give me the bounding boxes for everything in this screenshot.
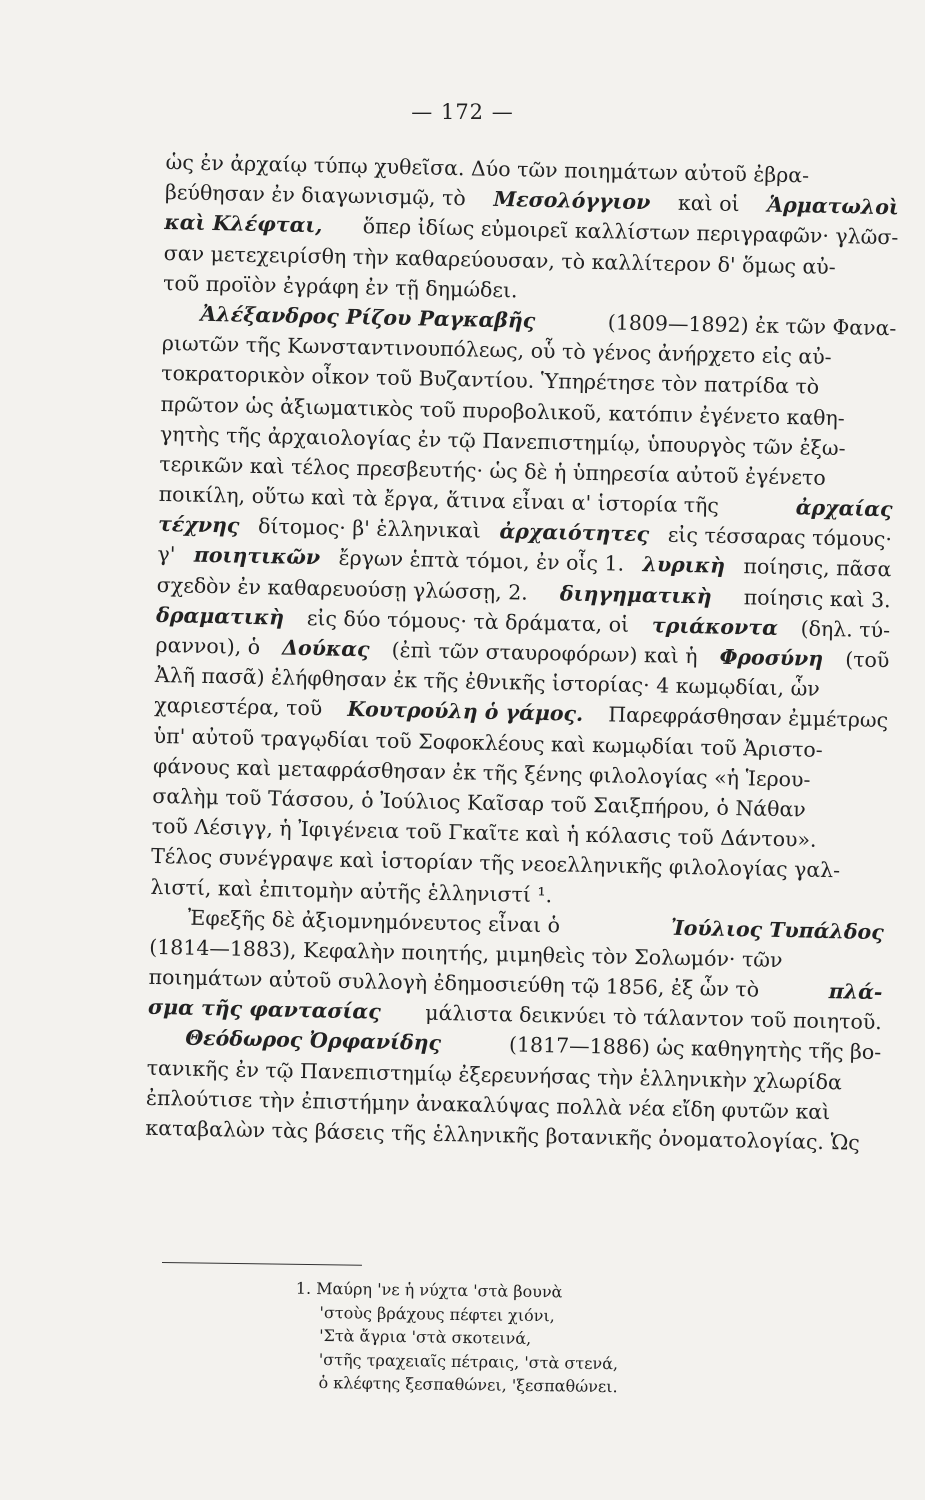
text-run: χαριεστέρα, τοῦ (154, 693, 323, 721)
text-run: ὅπερ ἰδίως εὐμοιρεῖ καλλίστων περιγραφῶν· γλῶσ- (362, 214, 899, 250)
text-run: ριωτῶν τῆς Κωνσταντινουπόλεως, οὗ τὸ γένος ἀνήρχετο εἰς αὐ- (161, 331, 832, 370)
text-run: καταβαλὼν τὰς βάσεις τῆς ἑλληνικῆς βοτανικῆς ὀνοματολογίας. Ὡς (145, 1115, 861, 1155)
text-run: λιστί, καὶ ἐπιτομὴν αὐτῆς ἑλληνιστί ¹. (150, 874, 553, 907)
text-run: Παρεφράσθησαν ἐμμέτρως (608, 702, 889, 733)
page-number: — 172 — (411, 100, 514, 124)
text-run: ἐπλούτισε τὴν ἐπιστήμην ἀνακαλύψας πολλὰ νέα εἴδη φυτῶν καὶ (145, 1085, 831, 1124)
text-run: (ἐπὶ τῶν σταυροφόρων) καὶ ἡ (391, 637, 698, 669)
text-run: (τοῦ (844, 647, 890, 673)
text-run: πρῶτον ὡς ἀξιωματικὸς τοῦ πυροβολικοῦ, κατόπιν ἐγένετο καθη- (160, 391, 845, 430)
text-run: τοκρατορικὸν οἶκον τοῦ Βυζαντίου. Ὑπηρέτησε τὸν πατρίδα τὸ (161, 361, 820, 400)
emphasized-text: Ἰούλιος Τυπάλδος (670, 915, 884, 944)
emphasized-text: Μεσολόγγιον (493, 187, 651, 215)
footnote-line: 'στῆς τραχειαῖς πέτραις, 'στὰ στενά, (318, 1349, 619, 1373)
text-run: Ἀλῆ πασᾶ) ἐλήφθησαν ἐκ τῆς ἐθνικῆς ἱστορίας· 4 κωμῳδίαι, ὧν (154, 663, 821, 701)
text-run: ὡς ἐν ἀρχαίῳ τύπῳ χυθεῖσα. Δύο τῶν ποιημάτων αὐτοῦ ἐβρα- (165, 149, 810, 188)
text-run: (δηλ. τύ- (800, 616, 891, 643)
emphasized-text: τέχνης (157, 512, 240, 538)
text-run: ἔργων ἑπτὰ τόμοι, ἐν οἷς 1. (338, 546, 625, 577)
text-run: καὶ οἱ (677, 190, 740, 217)
text-run: ποίησις καὶ 3. (743, 584, 891, 612)
text-run: γ' (157, 542, 176, 567)
text-run: σχεδὸν ἐν καθαρευούσῃ γλώσσῃ, 2. (156, 572, 529, 605)
text-run: (1817—1886) ὡς καθηγητὴς τῆς βο- (508, 1032, 882, 1065)
text-run: Ἐφεξῆς δὲ ἀξιομνημόνευτος εἶναι ὁ (187, 905, 561, 938)
footnote-line: 'στοὺς βράχους πέφτει χιόνι, (319, 1302, 555, 1325)
text-run: βεύθησαν ἐν διαγωνισμῷ, τὸ (164, 180, 467, 211)
emphasized-text: Θεόδωρος Ὀρφανίδης (185, 1026, 442, 1056)
emphasized-text: τριάκοντα (651, 613, 779, 640)
emphasized-text: Ἀλέξανδρος Ρίζου Ραγκαβῆς (200, 301, 536, 333)
text-run: ποιημάτων αὐτοῦ συλλογὴ ἐδημοσιεύθη τῷ 1856, ἐξ ὧν τὸ (148, 964, 760, 1002)
emphasized-text: Φροσύνη (719, 644, 824, 671)
text-run: δίτομος· β' ἑλληνικαὶ (257, 514, 482, 543)
body-text (145, 147, 900, 1158)
text-run: ὑπ' αὐτοῦ τραγῳδίαι τοῦ Σοφοκλέους καὶ κωμῳδίαι τοῦ Ἀριστο- (153, 723, 823, 762)
emphasized-text: Κουτρούλη ὁ γάμος. (347, 697, 584, 727)
footnote-line: 1. Μαύρη 'νε ἡ νύχτα 'στὰ βουνὰ (295, 1278, 563, 1302)
footnote-rule (162, 1262, 362, 1266)
text-run: φάνους καὶ μεταφράσθησαν ἐκ τῆς ξένης φιλολογίας «ἡ Ἱερου- (152, 753, 811, 792)
emphasized-text: σμα τῆς φαντασίας (147, 995, 381, 1024)
emphasized-text: διηγηματικὴ (559, 580, 712, 609)
text-run: Τέλος συνέγραψε καὶ ἱστορίαν τῆς νεοελληνικῆς φιλολογίας γαλ- (150, 844, 841, 883)
text-run: σαλὴμ τοῦ Τάσσου, ὁ Ἰούλιος Καῖσαρ τοῦ Σαιξπήρου, ὁ Νάθαν (152, 783, 807, 822)
emphasized-text: ποιητικῶν (193, 543, 321, 570)
footnote (295, 1277, 740, 1400)
text-run: μάλιστα δεικνύει τὸ τάλαντον τοῦ ποιητοῦ. (425, 1000, 883, 1035)
text-run: (1809—1892) ἐκ τῶν Φανα- (607, 310, 897, 341)
text-run: τοῦ προϊὸν ἐγράφη ἐν τῇ δημώδει. (162, 270, 518, 303)
text-run: σαν μετεχειρίσθη τὴν καθαρεύουσαν, τὸ καλλίτερον δ' ὅμως αὐ- (163, 240, 836, 279)
text-run: εἰς δύο τόμους· τὰ δράματα, οἱ (306, 605, 630, 637)
text-run: ραννοι), ὁ (155, 632, 261, 660)
emphasized-text: Ἁρματωλοὶ (767, 192, 900, 220)
emphasized-text: λυρικὴ (642, 552, 726, 579)
text-run: τερικῶν καὶ τέλος πρεσβευτής· ὡς δὲ ἡ ὑπηρεσία αὐτοῦ ἐγένετο (159, 451, 827, 490)
emphasized-text: ἀρχαιότητες (499, 519, 650, 547)
emphasized-text: Δούκας (281, 635, 370, 662)
emphasized-text: ἀρχαίας (795, 495, 893, 522)
emphasized-text: δραματικὴ (155, 602, 285, 630)
text-run: τανικῆς ἐν τῷ Πανεπιστημίῳ ἐξερευνήσας τὴν ἑλληνικὴν χλωρίδα (146, 1055, 843, 1094)
emphasized-text: καὶ Κλέφται, (164, 210, 323, 238)
footnote-line: ὁ κλέφτης ξεσπαθώνει, 'ξεσπαθώνει. (318, 1372, 618, 1397)
text-run: ποικίλη, οὕτω καὶ τὰ ἔργα, ἅτινα εἶναι α' ἱστορία τῆς (158, 481, 720, 518)
text-run: (1814—1883), Κεφαλὴν ποιητής, μιμηθεὶς τὸν Σολωμόν· τῶν (148, 934, 783, 972)
text-run: εἰς τέσσαρας τόμους· (667, 522, 893, 552)
text-run: τοῦ Λέσιγγ, ἡ Ἰφιγένεια τοῦ Γκαῖτε καὶ ἡ κόλασις τοῦ Δάντου». (151, 813, 817, 852)
footnote-line: 'Στὰ ἄγρια 'στὰ σκοτεινά, (319, 1325, 532, 1348)
text-run: ποίησις, πᾶσα (743, 554, 892, 582)
emphasized-text: πλά- (828, 979, 883, 1005)
text-run: γητὴς τῆς ἀρχαιολογίας ἐν τῷ Πανεπιστημίῳ, ὑπουργὸς τῶν ἐξω- (159, 421, 846, 460)
